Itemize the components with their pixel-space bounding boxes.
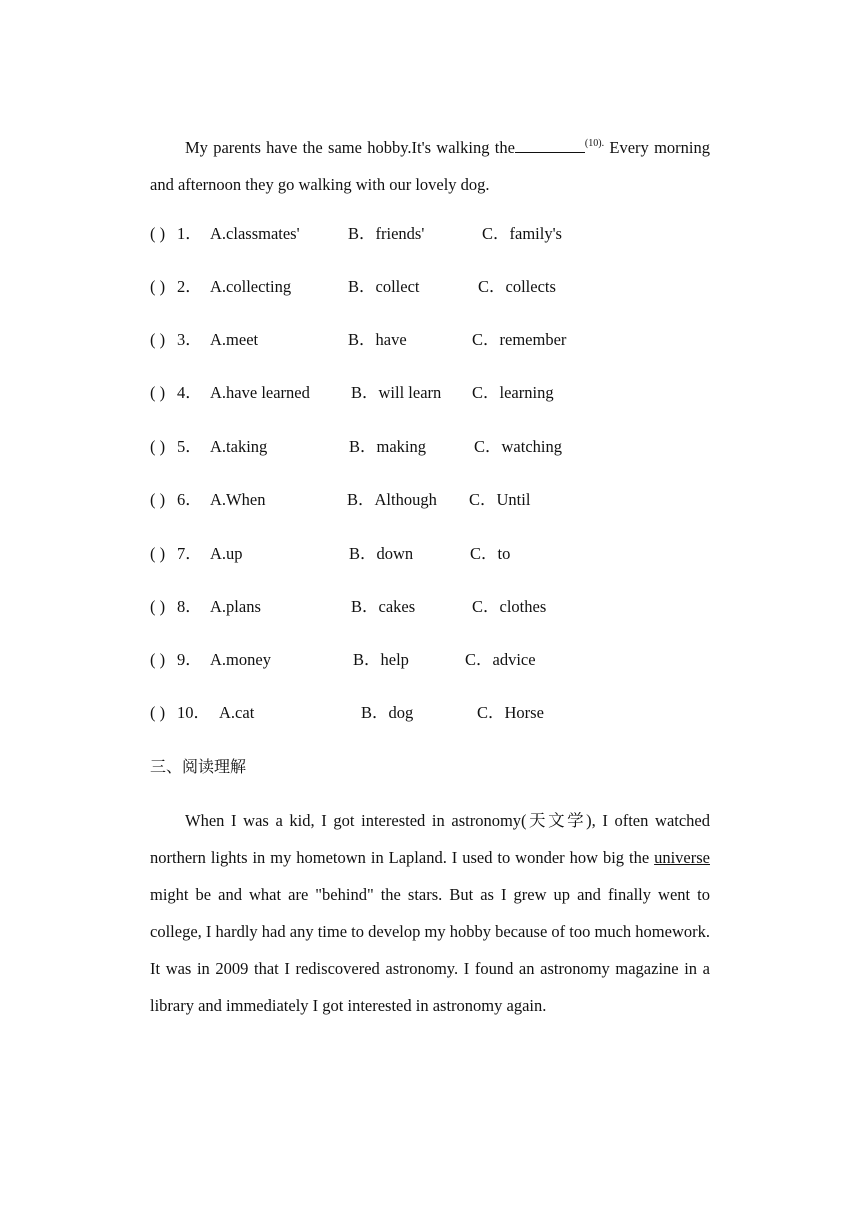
option-c: C．Until	[469, 490, 531, 509]
option-a: A.taking	[210, 437, 268, 456]
passage-text: When I was a kid, I got interested in astronomy(天文学), I often watched northern lights in my hometown in Lapland. I used to wonder how big the	[150, 811, 710, 867]
question-number: 1．	[177, 224, 202, 243]
question-number: 9．	[177, 650, 202, 669]
answer-parentheses: ( )	[150, 383, 166, 402]
question-number: 7．	[177, 544, 202, 563]
question-number: 10．	[177, 703, 210, 722]
option-a: A.cat	[219, 703, 255, 722]
option-b: B．cakes	[351, 597, 416, 616]
answer-parentheses: ( )	[150, 544, 166, 563]
option-c: C．clothes	[472, 597, 547, 616]
option-a: A.have learned	[210, 383, 310, 402]
option-a: A.meet	[210, 330, 259, 349]
answer-parentheses: ( )	[150, 597, 166, 616]
option-c: C．learning	[472, 383, 554, 402]
option-b: B．help	[353, 650, 409, 669]
question-number: 6．	[177, 490, 202, 509]
option-a: A.When	[210, 490, 266, 509]
option-b: B．friends'	[348, 224, 425, 243]
option-a: A.up	[210, 544, 243, 563]
option-b: B．down	[349, 544, 414, 563]
option-b: B．will learn	[351, 383, 442, 402]
question-number: 5．	[177, 437, 202, 456]
option-b: B．dog	[361, 703, 414, 722]
option-b: B．have	[348, 330, 407, 349]
passage-text: My parents have the same hobby.It's walking the	[185, 138, 515, 157]
option-c: C．Horse	[477, 703, 544, 722]
option-b: B．Although	[347, 490, 437, 509]
question-number: 8．	[177, 597, 202, 616]
option-a: A.plans	[210, 597, 261, 616]
answer-parentheses: ( )	[150, 437, 166, 456]
reading-passage	[150, 802, 710, 1024]
option-c: C．advice	[465, 650, 536, 669]
blank-number: (10)	[584, 138, 602, 149]
cloze-passage-end	[150, 125, 710, 203]
option-a: A.collecting	[210, 277, 292, 296]
underlined-word: universe	[654, 848, 710, 867]
answer-parentheses: ( )	[150, 224, 166, 243]
option-b: B．collect	[348, 277, 420, 296]
answer-parentheses: ( )	[150, 703, 166, 722]
blank-punct: .	[601, 138, 605, 149]
answer-parentheses: ( )	[150, 650, 166, 669]
question-number: 4．	[177, 383, 202, 402]
answer-parentheses: ( )	[150, 277, 166, 296]
option-c: C．remember	[472, 330, 567, 349]
option-c: C．to	[470, 544, 511, 563]
answer-parentheses: ( )	[150, 490, 166, 509]
question-number: 2．	[177, 277, 202, 296]
option-a: A.money	[210, 650, 271, 669]
answer-parentheses: ( )	[150, 330, 166, 349]
option-c: C．watching	[474, 437, 562, 456]
section-title: 三、阅读理解	[150, 757, 247, 776]
question-number: 3．	[177, 330, 202, 349]
passage-text: might be and what are "behind" the stars. But as I grew up and finally went to college, I hardly had any time to develop my hobby because of too much homework. It was in 2009 that I rediscovered astronomy. I found an astronomy magazine in a library and immediately I got interested in astronomy again.	[150, 885, 710, 1015]
passage-text: Every morning and afternoon they go walking with our lovely dog.	[150, 138, 710, 194]
option-a: A.classmates'	[210, 224, 300, 243]
answer-blank	[515, 137, 585, 153]
option-c: C．collects	[478, 277, 556, 296]
option-c: C．family's	[482, 224, 562, 243]
option-b: B．making	[349, 437, 426, 456]
